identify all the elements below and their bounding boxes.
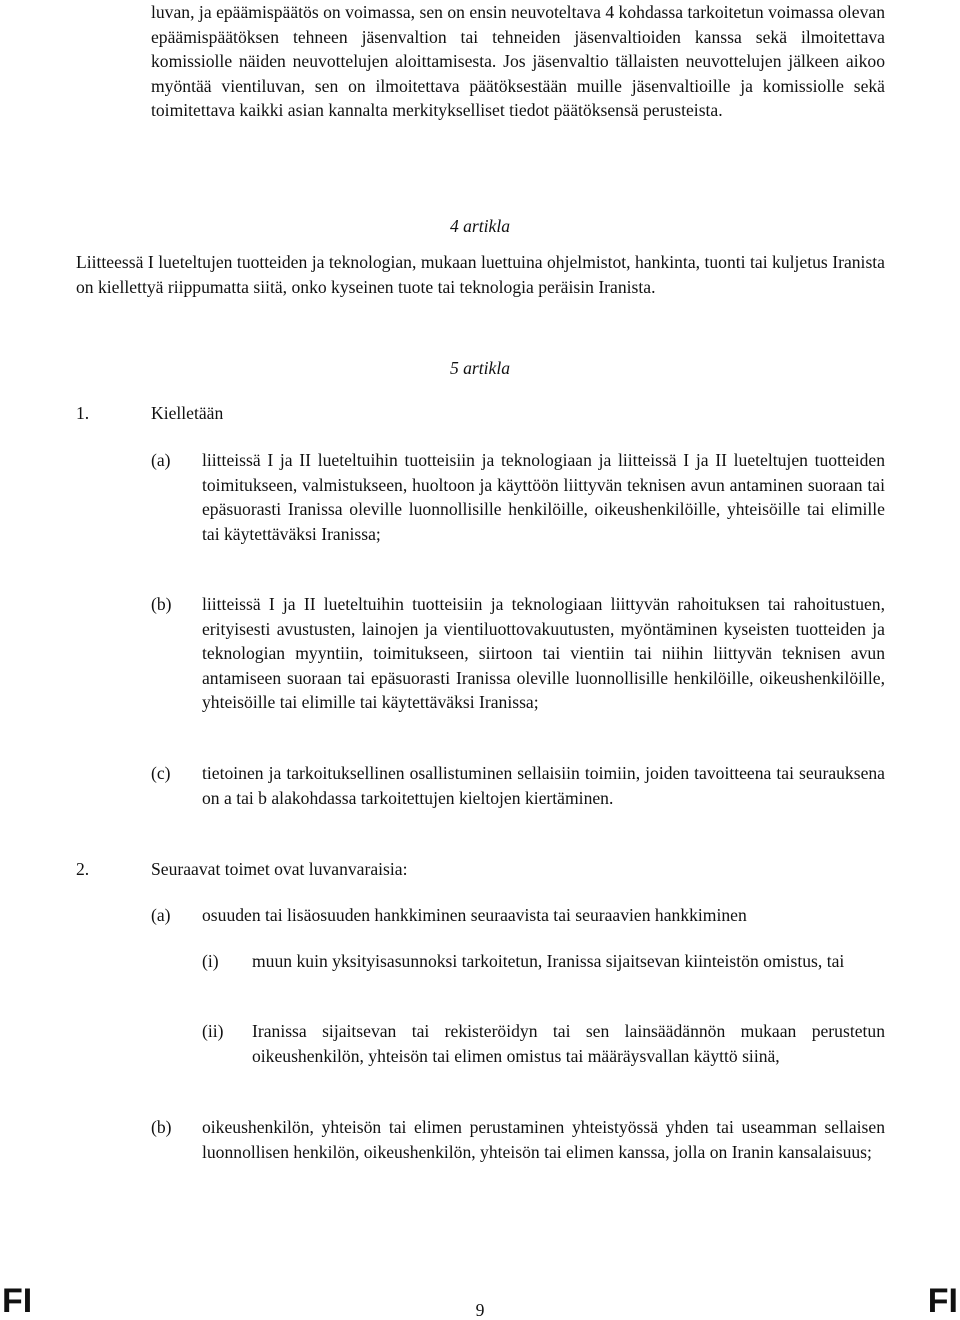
paragraph-1-number: 1. <box>76 403 90 423</box>
paragraph-2-number: 2. <box>76 859 90 879</box>
subitem-2a-i-text: muun kuin yksityisasunnoksi tarkoitetun, Iranissa sijaitsevan kiinteistön omistus, tai <box>252 951 845 971</box>
subitem-2a-ii-text: Iranissa sijaitsevan tai rekisteröidyn tai sen lainsäädännön mukaan perustetun oikeushenkilön, yhteisön tai elimen omistus tai määräysvallan käyttö siinä, <box>252 1021 885 1066</box>
item-2b-label: (b) <box>151 1117 172 1137</box>
page-number: 9 <box>475 1300 485 1320</box>
paragraph-1-intro: Kielletään <box>151 403 224 423</box>
item-2a-text: osuuden tai lisäosuuden hankkiminen seuraavista tai seuraavien hankkiminen <box>202 905 747 925</box>
item-1c-text: tietoinen ja tarkoituksellinen osallistuminen sellaisiin toimiin, joiden tavoitteena tai seurauksena on a tai b alakohdassa tarkoitettujen kieltojen kiertäminen. <box>202 763 885 808</box>
language-code-left: FI <box>2 1282 33 1320</box>
subitem-2a-ii-label: (ii) <box>202 1021 224 1041</box>
article-4-heading: 4 artikla <box>449 216 511 236</box>
item-1c-label: (c) <box>151 763 171 783</box>
intro-paragraph: luvan, ja epäämispäätös on voimassa, sen on ensin neuvoteltava 4 kohdassa tarkoitetun voimassa olevan epäämispäätöksen tehneen jäsenvaltion tai tehneiden jäsenvaltioiden kanssa sekä ilmoitettava komissiolle näiden neuvottelujen aloittamisesta. Jos jäsenvaltio tällaisten neuvottelujen jälkeen aikoo myöntää vientiluvan, sen on ilmoitettava päätöksestään muille jäsenvaltioille ja komissiolle sekä toimitettava kaikki asian kannalta merkitykselliset tiedot päätöksensä perusteista. <box>151 2 885 120</box>
subitem-2a-i-label: (i) <box>202 951 219 971</box>
article-4-body: Liitteessä I lueteltujen tuotteiden ja teknologian, mukaan luettuina ohjelmistot, hankinta, tuonti tai kuljetus Iranista on kiellettyä riippumatta siitä, onko kyseinen tuote tai teknologia peräisin Iranista. <box>76 252 885 297</box>
item-1b-label: (b) <box>151 594 172 614</box>
item-2b-text: oikeushenkilön, yhteisön tai elimen perustaminen yhteistyössä yhden tai useamman sellaisen luonnollisen henkilön, oikeushenkilön, yhteisön tai elimen kanssa, jolla on Iranin kansalaisuus; <box>202 1117 885 1162</box>
item-2a-label: (a) <box>151 905 171 925</box>
item-1a-text: liitteissä I ja II lueteltuihin tuotteisiin ja teknologiaan ja liitteissä I ja II lueteltujen tuotteiden toimitukseen, valmistukseen, huoltoon ja käyttöön liittyvän teknisen avun antaminen suoraan tai epäsuorasti Iranissa oleville luonnollisille henkilöille, oikeushenkilöille, yhteisöille tai elimille tai käytettäväksi Iranissa; <box>202 450 885 544</box>
article-5-heading: 5 artikla <box>449 358 511 378</box>
item-1a-label: (a) <box>151 450 171 470</box>
item-1b-text: liitteissä I ja II lueteltuihin tuotteisiin ja teknologiaan liittyvän rahoituksen tai rahoitustuen, erityisesti avustusten, lainojen ja vientiluottovakuutusten, myöntäminen kyseisten tuotteiden ja teknologian myyntiin, toimitukseen, siirtoon tai vientiin tai niihin liittyvän teknisen avun antamiseen suoraan tai epäsuorasti Iranissa oleville luonnollisille henkilöille, oikeushenkilöille, yhteisöille tai elimille tai käytettäväksi Iranissa; <box>202 594 885 712</box>
language-code-right: FI <box>927 1282 958 1320</box>
paragraph-2-intro: Seuraavat toimet ovat luvanvaraisia: <box>151 859 408 879</box>
